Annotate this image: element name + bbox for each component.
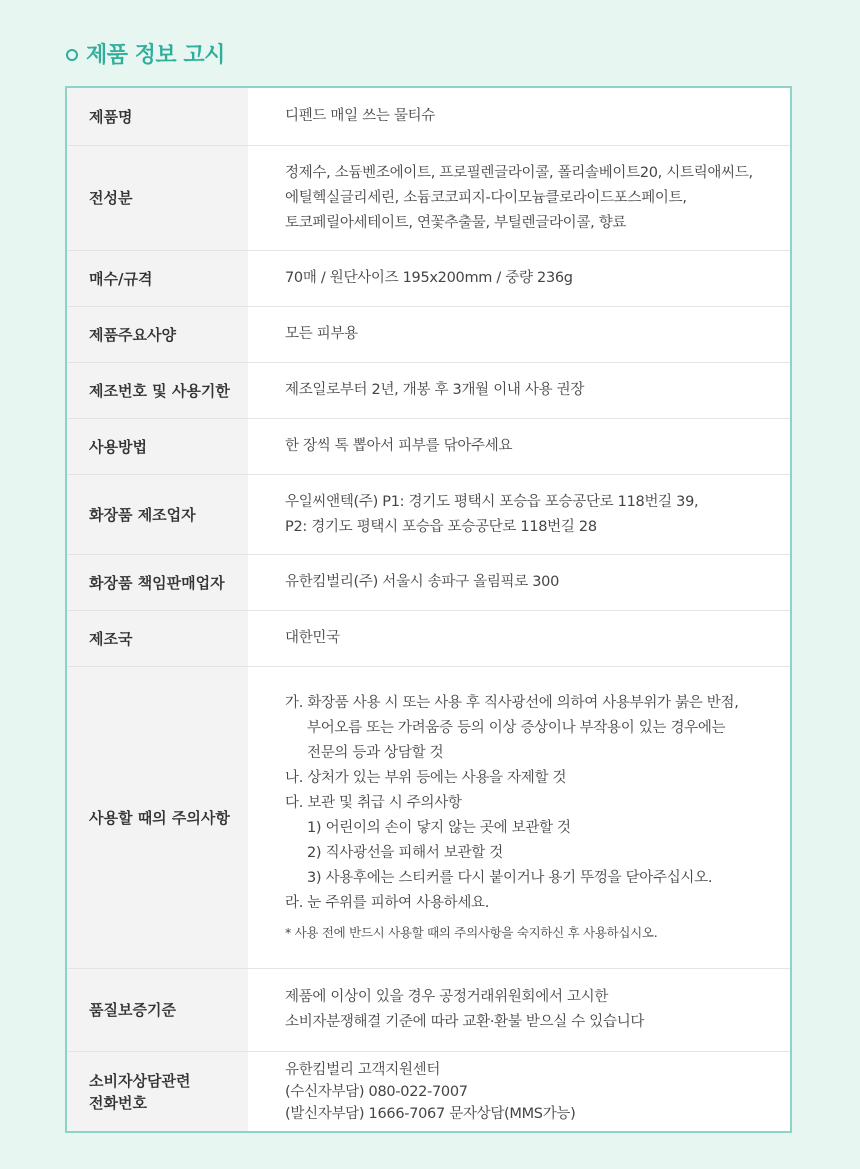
row-label: 전성분 — [67, 146, 248, 250]
table-row — [67, 146, 790, 251]
table-row — [67, 1052, 790, 1131]
row-value: 우일씨앤텍(주) P1: 경기도 평택시 포승읍 포승공단로 118번길 39, P2: 경기도 평택시 포승읍 포승공단로 118번길 28 — [285, 493, 699, 535]
row-label: 매수/규격 — [67, 251, 248, 306]
table-row — [67, 307, 790, 363]
row-value: 모든 피부용 — [285, 326, 358, 342]
row-value: 유한킴벌리 고객지원센터 (수신자부담) 080-022-7007 (발신자부담) 1666-7067 문자상담(MMS가능) — [285, 1061, 576, 1122]
table-row — [67, 475, 790, 555]
table-row — [67, 251, 790, 307]
table-row — [67, 419, 790, 475]
circle-bullet-icon — [66, 49, 78, 61]
table-row — [67, 555, 790, 611]
row-label: 제품주요사양 — [67, 307, 248, 362]
caution-note: * 사용 전에 반드시 사용할 때의 주의사항을 숙지하신 후 사용하십시오. — [285, 924, 658, 940]
section-title — [66, 38, 225, 69]
row-label: 화장품 제조업자 — [67, 475, 248, 554]
section-title-text: 제품 정보 고시 — [86, 43, 225, 68]
row-value: 한 장씩 톡 뽑아서 피부를 닦아주세요 — [285, 438, 513, 454]
table-row — [67, 611, 790, 667]
row-label: 사용할 때의 주의사항 — [67, 667, 248, 968]
row-value: 유한킴벌리(주) 서울시 송파구 올림픽로 300 — [285, 574, 560, 590]
row-value: 70매 / 원단사이즈 195x200mm / 중량 236g — [285, 270, 573, 286]
row-value: 제품에 이상이 있을 경우 공정거래위원회에서 고시한 소비자분쟁해결 기준에 따라 교환·환불 받으실 수 있습니다 — [285, 989, 645, 1030]
row-label: 제조국 — [67, 611, 248, 666]
table-row — [67, 969, 790, 1052]
row-value: 제조일로부터 2년, 개봉 후 3개월 이내 사용 권장 — [285, 382, 585, 398]
row-label: 제품명 — [67, 88, 248, 145]
caution-list: 가. 화장품 사용 시 또는 사용 후 직사광선에 의하여 사용부위가 붉은 반점, 부어오름 또는 가려움증 등의 이상 증상이나 부작용이 있는 경우에는 전문의 등과 상담할 것 나. 상처가 있는 부위 등에는 사용을 자제할 것 다. 보관 및 취급 시 주의사항 1) 어린이의 손이 닿지 않는 곳에 보관할 것 2) 직사광선을 피해서 보관할 것 3) 사용후에는 스티커를 다시 붙이거나 용기 뚜껑을 닫아주십시오. 라. 눈 주위를 피하여 사용하세요. * 사용 전에 반드시 사용할 때의 주의사항을 숙지하신 후 사용하십시오. — [248, 667, 790, 968]
row-label: 품질보증기준 — [67, 969, 248, 1051]
table-row — [67, 363, 790, 419]
row-label: 소비자상담관련 전화번호 — [67, 1052, 248, 1131]
row-label: 화장품 책임판매업자 — [67, 555, 248, 610]
row-value: 대한민국 — [285, 630, 340, 646]
row-value: 디펜드 매일 쓰는 물티슈 — [285, 108, 435, 124]
product-info-table — [65, 86, 792, 1133]
table-row — [67, 88, 790, 146]
row-label: 사용방법 — [67, 419, 248, 474]
row-label: 제조번호 및 사용기한 — [67, 363, 248, 418]
row-value: 정제수, 소듐벤조에이트, 프로필렌글라이콜, 폴리솔베이트20, 시트릭애씨드, 에틸헥실글리세린, 소듐코코피지-다이모늄클로라이드포스페이트, 토코페릴아세테이트, 연꽃추출물, 부틸렌글라이콜, 향료 — [285, 164, 753, 231]
table-row — [67, 667, 790, 969]
